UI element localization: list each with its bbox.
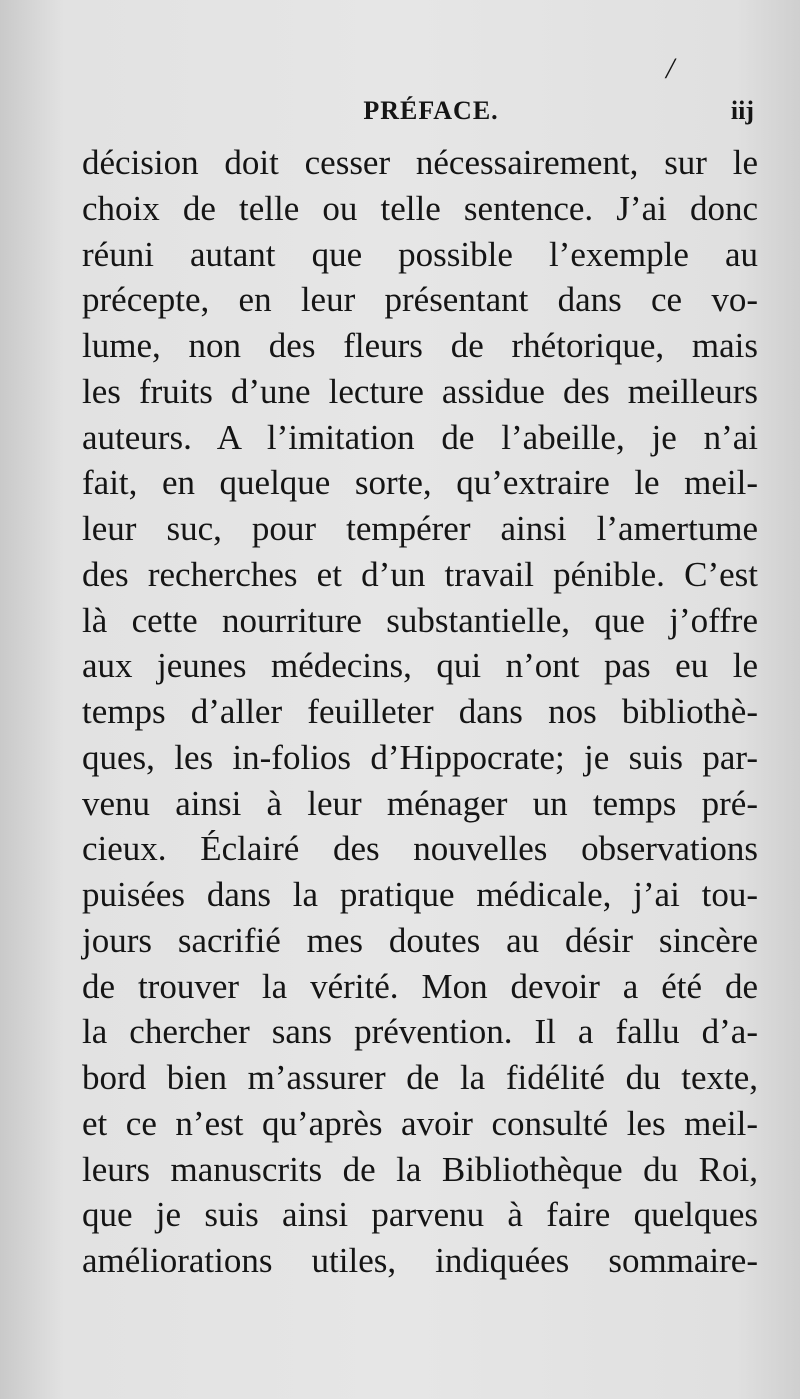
pencil-mark: /	[666, 52, 675, 85]
text-line: venu ainsi à leur ménager un temps pré-	[82, 783, 758, 823]
text-line: là cette nourriture substantielle, que j’offre	[82, 600, 758, 640]
text-line: que je suis ainsi parvenu à faire quelques	[82, 1195, 758, 1235]
text-line: choix de telle ou telle sentence. J’ai donc	[82, 188, 758, 228]
page-header	[80, 96, 760, 136]
text-line: temps d’aller feuilleter dans nos bibliothè-	[82, 692, 758, 731]
text-line: ques, les in-folios d’Hippocrate; je suis par-	[82, 737, 758, 777]
text-line: décision doit cesser nécessairement, sur le	[82, 143, 758, 182]
body-text	[82, 140, 758, 1284]
text-line: améliorations utiles, indiquées sommaire-	[82, 1241, 758, 1280]
text-line: de trouver la vérité. Mon devoir a été de	[82, 966, 758, 1006]
text-line: la chercher sans prévention. Il a fallu d’a-	[82, 1012, 758, 1052]
text-line: leur suc, pour tempérer ainsi l’amertume	[82, 509, 758, 548]
text-line: lume, non des fleurs de rhétorique, mais	[82, 326, 758, 365]
text-line: leurs manuscrits de la Bibliothèque du Roi,	[82, 1149, 758, 1189]
text-line: jours sacrifié mes doutes au désir sincère	[82, 920, 758, 960]
text-line: les fruits d’une lecture assidue des meilleurs	[82, 371, 758, 411]
text-line: des recherches et d’un travail pénible. C’est	[82, 554, 758, 594]
page-number: iij	[730, 96, 754, 125]
running-head: PRÉFACE.	[363, 96, 499, 125]
text-line: puisées dans la pratique médicale, j’ai tou-	[82, 875, 758, 914]
text-line: précepte, en leur présentant dans ce vo-	[82, 280, 758, 320]
text-line: réuni autant que possible l’exemple au	[82, 234, 758, 274]
text-line: aux jeunes médecins, qui n’ont pas eu le	[82, 646, 758, 686]
text-line: cieux. Éclairé des nouvelles observations	[82, 829, 758, 869]
text-line: bord bien m’assurer de la fidélité du texte,	[82, 1058, 758, 1097]
text-line: auteurs. A l’imitation de l’abeille, je n’ai	[82, 417, 758, 457]
text-line: et ce n’est qu’après avoir consulté les meil-	[82, 1103, 758, 1143]
text-line: fait, en quelque sorte, qu’extraire le meil-	[82, 463, 758, 503]
